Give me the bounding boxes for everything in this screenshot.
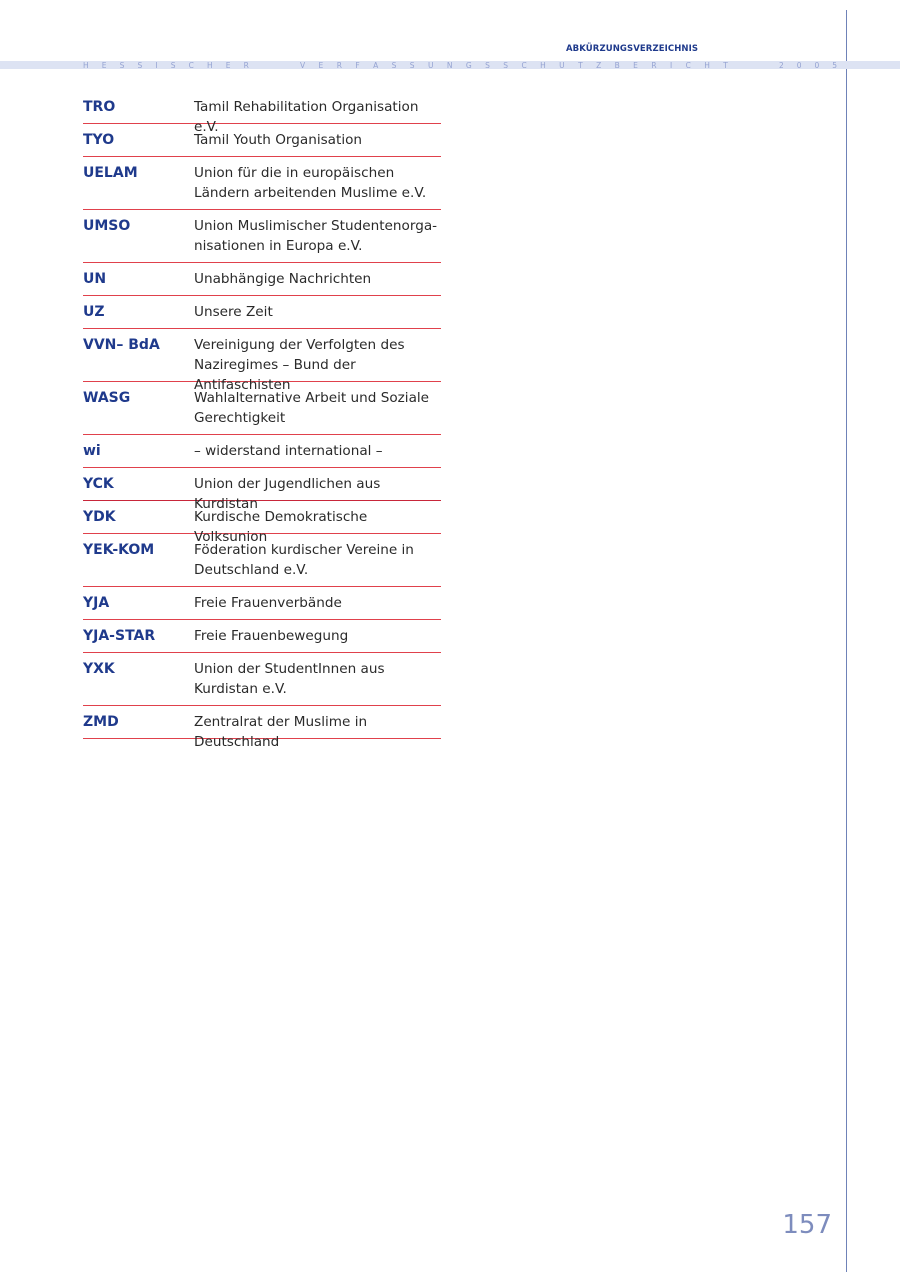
- abbreviation-description: Union Muslimischer Studentenorga- nisationen in Europa e.V.: [194, 218, 438, 254]
- abbreviation: VVN– BdA: [83, 337, 160, 353]
- abbreviation-description: Kurdische Demokratische Volksunion: [194, 509, 368, 545]
- running-header-letter: F: [355, 61, 360, 70]
- abbreviation-entry: [83, 329, 441, 393]
- abbreviation: YJA-STAR: [83, 628, 156, 644]
- abbreviation: WASG: [83, 390, 131, 406]
- abbreviation: TYO: [83, 132, 115, 148]
- running-header-letter: S: [409, 61, 415, 70]
- abbreviation-entry: [83, 501, 441, 545]
- abbreviation-description: Union der StudentInnen aus Kurdistan e.V.: [194, 661, 385, 697]
- abbreviation-entry: [83, 653, 441, 706]
- abbreviation: YDK: [83, 509, 116, 525]
- running-header-letter: C: [685, 61, 691, 70]
- running-header-letter: H: [704, 61, 710, 70]
- abbreviation-entry: [83, 296, 441, 329]
- abbreviation-description: Freie Frauenbewegung: [194, 628, 349, 644]
- running-header-letter: E: [225, 61, 231, 70]
- running-header-letter: R: [336, 61, 342, 70]
- abbreviation-description: Zentralrat der Muslime in Deutschland: [194, 714, 368, 750]
- abbreviation: TRO: [83, 99, 116, 115]
- abbreviation-description: Union der Jugendlichen aus Kurdistan: [194, 476, 381, 512]
- running-header-letter: I: [155, 61, 158, 70]
- abbreviation-entry: [83, 706, 441, 750]
- running-header-letter: S: [137, 61, 143, 70]
- running-header-word: [300, 61, 728, 70]
- running-header-letter: 2: [779, 61, 784, 70]
- running-header-letter: R: [243, 61, 249, 70]
- abbreviation: UN: [83, 271, 107, 287]
- running-header-word: [779, 61, 837, 70]
- abbreviation-entry: [83, 534, 441, 587]
- abbreviation: YJA: [83, 595, 110, 611]
- running-header-letter: I: [669, 61, 673, 70]
- running-header-letter: N: [446, 61, 453, 70]
- running-header-letter: 0: [796, 61, 802, 70]
- abbreviation-description: – widerstand international –: [194, 443, 383, 459]
- running-header-letter: 5: [832, 61, 837, 70]
- running-header-letter: C: [521, 61, 527, 70]
- abbreviation: ZMD: [83, 714, 119, 730]
- running-header-letter: E: [318, 61, 324, 70]
- abbreviation: wi: [83, 443, 101, 459]
- running-header-letter: H: [207, 61, 213, 70]
- running-header-letter: R: [651, 61, 657, 70]
- running-header-letter: S: [391, 61, 397, 70]
- section-title: ABKÜRZUNGSVERZEICHNIS: [566, 44, 699, 54]
- abbreviation-entry: [83, 124, 441, 157]
- page-number: 157: [782, 1210, 832, 1240]
- abbreviation-description: Vereinigung der Verfolgten des Naziregimes – Bund der Antifaschisten: [194, 337, 405, 393]
- abbreviation-description: Tamil Youth Organisation: [194, 132, 363, 148]
- running-header-letter: 0: [814, 61, 820, 70]
- abbreviation-entry: [83, 468, 441, 512]
- abbreviation: YXK: [83, 661, 115, 677]
- abbreviation-entry: [83, 382, 441, 435]
- running-header-letter: B: [614, 61, 620, 70]
- abbreviation-entry: [83, 210, 441, 263]
- abbreviation-entry: [83, 587, 441, 620]
- page-edge-rule: [846, 10, 847, 1272]
- running-header-letter: S: [170, 61, 176, 70]
- abbreviation-entry: [83, 620, 441, 653]
- abbreviation-entry: [83, 263, 441, 296]
- running-header-letter: U: [427, 61, 434, 70]
- abbreviation: YEK-KOM: [83, 542, 155, 558]
- abbreviation: UZ: [83, 304, 105, 320]
- running-header-letter: S: [485, 61, 490, 70]
- running-header-word: [83, 61, 249, 70]
- running-header-letter: T: [578, 61, 583, 70]
- abbreviation-description: Föderation kurdischer Vereine in Deutschland e.V.: [194, 542, 414, 578]
- abbreviation-description: Freie Frauenverbände: [194, 595, 342, 611]
- running-header-letter: S: [503, 61, 509, 70]
- running-header-letter: E: [101, 61, 107, 70]
- running-header-letter: H: [540, 61, 546, 70]
- running-header-letter: A: [373, 61, 379, 70]
- abbreviation-entry: [83, 91, 441, 135]
- running-header-letter: U: [559, 61, 565, 70]
- abbreviation-entry: [83, 157, 441, 210]
- running-header-letter: Z: [596, 61, 602, 70]
- abbreviation-entry: [83, 435, 441, 468]
- running-header-letter: S: [119, 61, 125, 70]
- running-header: [83, 61, 837, 70]
- running-header-letter: E: [633, 61, 638, 70]
- abbreviation-description: Unsere Zeit: [194, 304, 273, 320]
- running-header-letter: H: [83, 61, 89, 70]
- abbreviation-description: Tamil Rehabilitation Organisation e.V.: [194, 99, 419, 135]
- running-header-letter: T: [723, 61, 728, 70]
- abbreviation-list: [83, 91, 441, 750]
- abbreviation-description: Wahlalternative Arbeit und Soziale Gerechtigkeit: [194, 390, 430, 426]
- running-header-letter: V: [300, 61, 306, 70]
- running-header-letter: G: [465, 61, 472, 70]
- abbreviation: UELAM: [83, 165, 138, 181]
- abbreviation: YCK: [83, 476, 114, 492]
- abbreviation-description: Union für die in europäischen Ländern arbeitenden Muslime e.V.: [194, 165, 427, 201]
- running-header-letter: C: [188, 61, 194, 70]
- abbreviation: UMSO: [83, 218, 131, 234]
- abbreviation-description: Unabhängige Nachrichten: [194, 271, 372, 287]
